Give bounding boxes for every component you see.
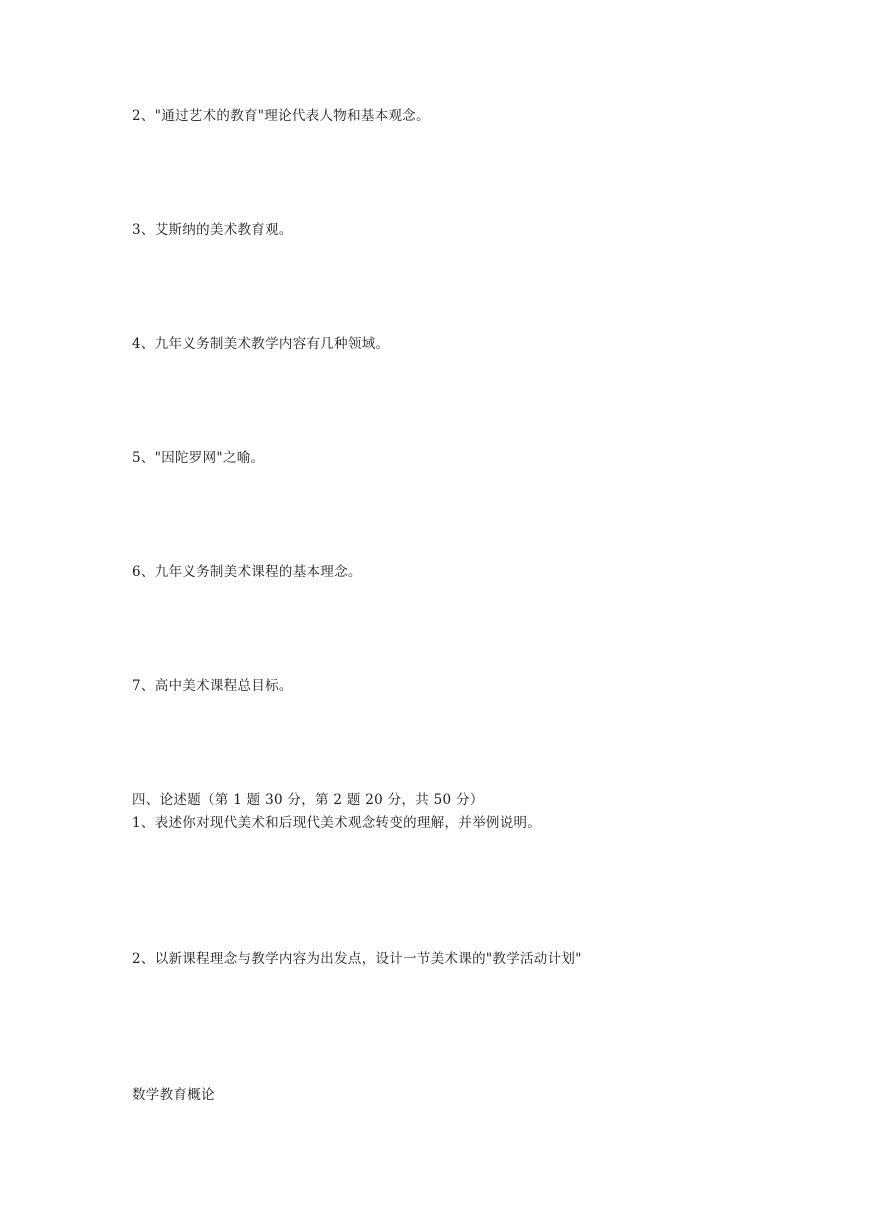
question-4-1: 1、表述你对现代美术和后现代美术观念转变的理解，并举例说明。 — [132, 815, 542, 831]
question-3-4: 4、九年义务制美术教学内容有几种领域。 — [132, 336, 390, 352]
next-subject-title: 数学教育概论 — [132, 1087, 215, 1103]
question-3-7: 7、高中美术课程总目标。 — [132, 678, 293, 694]
question-3-5: 5、"因陀罗网"之喻。 — [132, 450, 265, 466]
section-4-heading: 四、论述题（第 1 题 30 分，第 2 题 20 分，共 50 分） — [132, 792, 484, 808]
question-3-2: 2、"通过艺术的教育"理论代表人物和基本观念。 — [132, 108, 430, 124]
question-4-2: 2、以新课程理念与教学内容为出发点，设计一节美术课的"教学活动计划" — [132, 951, 582, 967]
question-3-6: 6、九年义务制美术课程的基本理念。 — [132, 564, 362, 580]
question-3-3: 3、艾斯纳的美术教育观。 — [132, 222, 293, 238]
